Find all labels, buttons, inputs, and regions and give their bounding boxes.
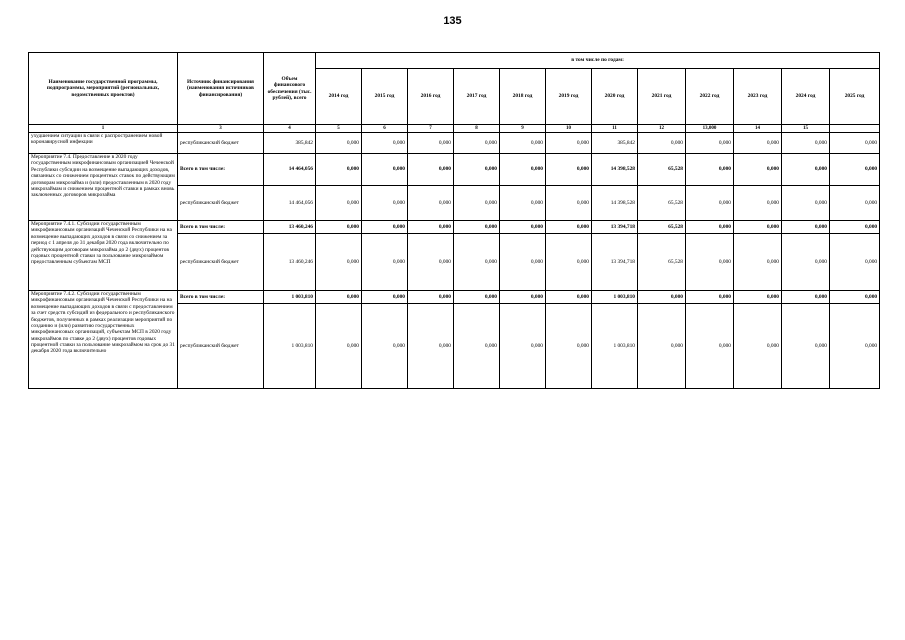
column-number: 6 (362, 125, 408, 133)
year-value: 0,000 (454, 304, 500, 389)
column-number: 10 (546, 125, 592, 133)
year-value: 0,000 (362, 304, 408, 389)
year-value: 0,000 (686, 234, 734, 291)
column-number (830, 125, 880, 133)
year-value: 0,000 (546, 133, 592, 154)
year-value: 0,000 (782, 221, 830, 234)
year-value: 0,000 (734, 221, 782, 234)
header-volume: Объем финансового обеспечения (тыс. рублей), всего (264, 53, 316, 125)
funding-source: республиканский бюджет (178, 133, 264, 154)
year-value: 0,000 (408, 234, 454, 291)
year-value: 14 398,528 (592, 186, 638, 221)
header-year: 2014 год (316, 69, 362, 125)
year-value: 0,000 (546, 234, 592, 291)
year-value: 1 003,810 (592, 291, 638, 304)
table-row (29, 291, 880, 304)
funding-source: республиканский бюджет (178, 304, 264, 389)
year-value: 0,000 (408, 186, 454, 221)
header-year: 2016 год (408, 69, 454, 125)
year-value: 0,000 (638, 133, 686, 154)
year-value: 0,000 (686, 304, 734, 389)
year-value: 65,528 (638, 154, 686, 186)
year-value: 0,000 (734, 186, 782, 221)
year-value: 0,000 (830, 221, 880, 234)
page-number: 135 (443, 15, 462, 27)
year-value: 0,000 (830, 154, 880, 186)
year-value: 0,000 (316, 133, 362, 154)
funding-source: Всего в том числе: (178, 221, 264, 234)
header-year: 2023 год (734, 69, 782, 125)
year-value: 65,528 (638, 234, 686, 291)
year-value: 0,000 (546, 291, 592, 304)
header-year: 2020 год (592, 69, 638, 125)
measure-name: ухудшением ситуации в связи с распространением новой коронавирусной инфекции (29, 133, 178, 154)
year-value: 0,000 (638, 291, 686, 304)
column-number: 13,000 (686, 125, 734, 133)
funding-source: республиканский бюджет (178, 234, 264, 291)
year-value: 0,000 (454, 234, 500, 291)
header-by-year: в том числе по годам: (316, 53, 880, 69)
year-value: 0,000 (454, 186, 500, 221)
year-value: 0,000 (316, 154, 362, 186)
year-value: 0,000 (408, 154, 454, 186)
header-year: 2017 год (454, 69, 500, 125)
year-value: 65,528 (638, 221, 686, 234)
year-value: 0,000 (408, 133, 454, 154)
year-value: 0,000 (454, 221, 500, 234)
year-value: 0,000 (734, 154, 782, 186)
year-value: 0,000 (408, 221, 454, 234)
year-value: 0,000 (546, 304, 592, 389)
year-value: 0,000 (454, 154, 500, 186)
year-value: 0,000 (500, 186, 546, 221)
year-value: 0,000 (782, 291, 830, 304)
year-value: 0,000 (782, 234, 830, 291)
year-value: 0,000 (408, 304, 454, 389)
column-number: 12 (638, 125, 686, 133)
year-value: 0,000 (454, 133, 500, 154)
year-value: 0,000 (546, 186, 592, 221)
column-number: 14 (734, 125, 782, 133)
column-number: 9 (500, 125, 546, 133)
year-value: 0,000 (830, 133, 880, 154)
funding-source: республиканский бюджет (178, 186, 264, 221)
column-number: 15 (782, 125, 830, 133)
year-value: 0,000 (316, 291, 362, 304)
year-value: 0,000 (546, 221, 592, 234)
total-value: 1 003,810 (264, 304, 316, 389)
year-value: 13 394,718 (592, 221, 638, 234)
year-value: 0,000 (454, 291, 500, 304)
measure-name: Мероприятие 7.4. Предоставление в 2020 году государственным микрофинансовым организацией Чеченской Республики субсидии на возмещение выпадающих доходов, связанных со снижением процентных ставок по действующим договорам микрозайма и (или) предоставленным в 2020 году микрозаймам и снижением процентной ставки в рамках вновь заключенных договоров микрозайма (29, 154, 178, 221)
year-value: 0,000 (686, 221, 734, 234)
year-value: 0,000 (686, 186, 734, 221)
year-value: 0,000 (362, 133, 408, 154)
year-value: 0,000 (408, 291, 454, 304)
budget-table (28, 52, 880, 389)
year-value: 0,000 (734, 291, 782, 304)
year-value: 0,000 (546, 154, 592, 186)
funding-source: Всего в том числе: (178, 291, 264, 304)
header-year: 2022 год (686, 69, 734, 125)
year-value: 0,000 (686, 291, 734, 304)
year-value: 0,000 (500, 304, 546, 389)
year-value: 0,000 (782, 304, 830, 389)
year-value: 14 398,528 (592, 154, 638, 186)
year-value: 0,000 (362, 221, 408, 234)
year-value: 0,000 (500, 221, 546, 234)
column-number: 3 (178, 125, 264, 133)
table-row (29, 221, 880, 234)
table-row (29, 133, 880, 154)
header-program: Наименование государственной программы, подпрограммы, мероприятий (региональных, ведомственных проектов) (29, 53, 178, 125)
year-value: 0,000 (362, 186, 408, 221)
header-year: 2018 год (500, 69, 546, 125)
year-value: 0,000 (830, 291, 880, 304)
column-number: 5 (316, 125, 362, 133)
measure-name: Мероприятие 7.4.2. Субсидии государственным микрофинансовым организаций Чеченской Республики на на возмещение выпадающих доходов в связи с предоставлением за счет средств субсидий из федерального и республиканского бюджетов, полученных в рамках реализации мероприятий по созданию и (или) развитию государственных микрофинансовых организаций, субъектам МСП в 2020 году микрозаймов по ставке до 2 (двух) процентов годовых процентной ставки за пользование микрозаймом на срок до 31 декабря 2020 года включительно (29, 291, 178, 389)
year-value: 0,000 (686, 154, 734, 186)
year-value: 13 394,718 (592, 234, 638, 291)
header-year: 2025 год (830, 69, 880, 125)
year-value: 0,000 (830, 186, 880, 221)
year-value: 0,000 (362, 154, 408, 186)
year-value: 0,000 (638, 304, 686, 389)
funding-source: Всего в том числе: (178, 154, 264, 186)
total-value: 13 460,246 (264, 234, 316, 291)
column-number: 7 (408, 125, 454, 133)
year-value: 1 003,810 (592, 304, 638, 389)
year-value: 0,000 (362, 234, 408, 291)
year-value: 0,000 (734, 133, 782, 154)
year-value: 385,842 (592, 133, 638, 154)
measure-name: Мероприятие 7.4.1. Субсидии государственным микрофинансовым организаций Чеченской Республики на на возмещение выпадающих доходов в связи со снижением за период с 1 апреля до 31 декабря 2020 года включительно по действующим договорам микрозайма до 2 (двух) процентов годовых процентной ставки за пользование микрозаймом предоставленным субъектам МСП (29, 221, 178, 291)
year-value: 0,000 (782, 186, 830, 221)
header-year: 2024 год (782, 69, 830, 125)
year-value: 0,000 (782, 133, 830, 154)
total-value: 14 464,056 (264, 154, 316, 186)
year-value: 0,000 (362, 291, 408, 304)
column-number: 1 (29, 125, 178, 133)
year-value: 0,000 (316, 186, 362, 221)
header-year: 2021 год (638, 69, 686, 125)
year-value: 0,000 (734, 234, 782, 291)
year-value: 0,000 (830, 234, 880, 291)
header-source: Источник финансирования (наименования источников финансирования) (178, 53, 264, 125)
year-value: 0,000 (830, 304, 880, 389)
year-value: 0,000 (500, 234, 546, 291)
year-value: 0,000 (734, 304, 782, 389)
year-value: 0,000 (686, 133, 734, 154)
total-value: 385,842 (264, 133, 316, 154)
total-value: 1 003,810 (264, 291, 316, 304)
year-value: 65,528 (638, 186, 686, 221)
header-year: 2019 год (546, 69, 592, 125)
year-value: 0,000 (316, 234, 362, 291)
column-number: 4 (264, 125, 316, 133)
total-value: 13 460,246 (264, 221, 316, 234)
year-value: 0,000 (316, 221, 362, 234)
table-row (29, 154, 880, 186)
header-year: 2015 год (362, 69, 408, 125)
year-value: 0,000 (500, 133, 546, 154)
year-value: 0,000 (500, 154, 546, 186)
total-value: 14 464,056 (264, 186, 316, 221)
year-value: 0,000 (316, 304, 362, 389)
column-number: 8 (454, 125, 500, 133)
year-value: 0,000 (782, 154, 830, 186)
column-number: 11 (592, 125, 638, 133)
year-value: 0,000 (500, 291, 546, 304)
